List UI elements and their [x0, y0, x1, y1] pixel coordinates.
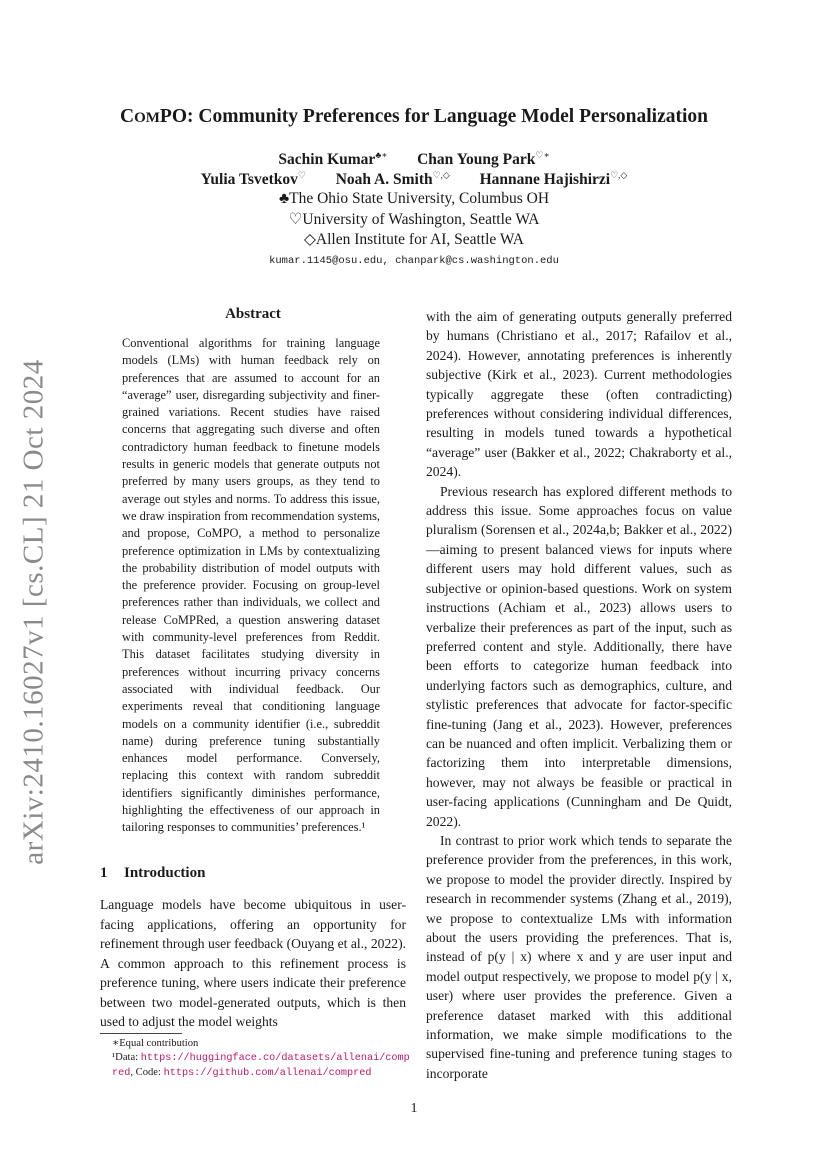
- footnote-data-label: ¹Data:: [112, 1052, 141, 1063]
- code-link[interactable]: https://github.com/allenai/compred: [163, 1068, 372, 1079]
- introduction-right-column: [426, 307, 732, 1083]
- arxiv-side-stamp: [14, 359, 54, 865]
- paragraph: with the aim of generating outputs generally preferred by humans (Christiano et al., 2017; Rafailov et al., 2024). However, annotating preferences is inherently subjective (Kirk et al., 2023). Current methodologies typically aggregate these (often contradicting) preferences without considering individual differences, resulting in models tuned towards a hypothetical “average” user (Bakker et al., 2022; Chakraborty et al., 2024).: [426, 309, 732, 480]
- authors-line-1: [0, 150, 828, 169]
- affiliation: ◇Allen Institute for AI, Seattle WA: [304, 231, 524, 248]
- affiliation: ♡University of Washington, Seattle WA: [288, 211, 540, 228]
- author-name: Sachin Kumar: [278, 151, 376, 169]
- author-mark: ♡∗: [535, 150, 550, 160]
- author-name: Hannane Hajishirzi: [479, 171, 611, 189]
- introduction-left-text: [100, 895, 406, 1032]
- author-name: Chan Young Park: [417, 151, 536, 169]
- author-name: Noah A. Smith: [335, 171, 433, 189]
- author-mark: ♡,◇: [610, 170, 628, 180]
- author-name: Yulia Tsvetkov: [200, 171, 298, 189]
- arxiv-identifier: arXiv:2410.16027v1 [cs.CL] 21 Oct 2024: [17, 359, 50, 865]
- paragraph: Language models have become ubiquitous in user-facing applications, offering an opportunity for refinement through user feedback (Ouyang et al., 2022). A common approach to this refinement process is preference tuning, where users indicate their preference between two model-generated outputs, which is then used to adjust the model weights: [100, 897, 406, 1029]
- author-mark: ♡: [297, 170, 306, 180]
- authors-line-2: [0, 170, 828, 189]
- author-mark: ♣∗: [375, 150, 388, 160]
- abstract-heading: Abstract: [225, 306, 281, 322]
- paragraph: In contrast to prior work which tends to separate the preference provider from the preferences, in this work, we propose to model the provider directly. Inspired by research in recommender systems (Zhang et al., 2019), we propose to contextualize LMs with information about the users providing the preferences. That is, instead of p(y | x) where x and y are user input and model output respectively, we propose to model p(y | x, user) where user provides the preference. Given a preference dataset marked with this additional information, we make simple modifications to the supervised fine-tuning and preference tuning stages to incorporate: [426, 832, 732, 1081]
- dataset-link[interactable]: https://huggingface.co/datasets/allenai/compred: [112, 1053, 410, 1079]
- footnote-code-label: , Code:: [130, 1067, 164, 1078]
- page-number: 1: [410, 1101, 418, 1116]
- paper-title: COMPO: Community Preferences for Language Model Personalization: [119, 106, 709, 127]
- footnote-data: [100, 1051, 412, 1081]
- abstract-text: Conventional algorithms for training language models (LMs) with human feedback rely on preferences that are assumed to account for an “average” user, disregarding subjectivity and finer-grained variations. Recent studies have raised concerns that aggregating such diverse and often contradictory human feedback to finetune models results in generic models that generate outputs not preferred by many users groups, as they tend to average out styles and norms. To address this issue, we draw inspiration from recommendation systems, and propose, CoMPO, a method to personalize preference optimization in LMs by contextualizing the probability distribution of model outputs with the preference provider. Focusing on group-level preferences rather than individuals, we collect and release CoMPRed, a question answering dataset with community-level preferences from Reddit. This dataset facilitates studying diversity in preferences without incurring privacy concerns associated with individual feedback. Our experiments reveal that conditioning language models on a community identifier (i.e., subreddit name) during preference tuning substantially enhances model performance. Conversely, replacing this context with random subreddit identifiers significantly diminishes performance, highlighting the effectiveness of our approach in tailoring responses to communities’ preferences.¹: [122, 336, 380, 835]
- affiliation: ♣The Ohio State University, Columbus OH: [278, 190, 550, 207]
- section-heading-introduction: [100, 865, 205, 882]
- contact-email: kumar.1145@osu.edu, chanpark@cs.washington.edu: [269, 255, 559, 267]
- paragraph: Previous research has explored different methods to address this issue. Some approaches focus on value pluralism (Sorensen et al., 2024a,b; Bakker et al., 2022)—aiming to present balanced views for inputs where different users may hold different values, such as subjective or opinion-based questions. Work on system instructions (Achiam et al., 2023) allows users to verbalize their preferences as part of the input, such as preferred content and style. Additionally, there have been efforts to categorize human feedback into underlying factors such as demographics, culture, and stylistic preferences that advocate for factor-specific fine-tuning (Jang et al., 2023). However, preferences can be nuanced and often implicit. Verbalizing them or factorizing them into interpretable dimensions, however, may not always be feasible or practical in user-facing applications (Cunningham and De Quidt, 2022).: [426, 483, 732, 829]
- section-title: Introduction: [124, 865, 206, 881]
- author-mark: ♡,◇: [432, 170, 450, 180]
- section-number: 1: [100, 865, 108, 881]
- footnote-equal-contribution: ∗Equal contribution: [112, 1038, 199, 1049]
- footnote-rule: [100, 1033, 182, 1034]
